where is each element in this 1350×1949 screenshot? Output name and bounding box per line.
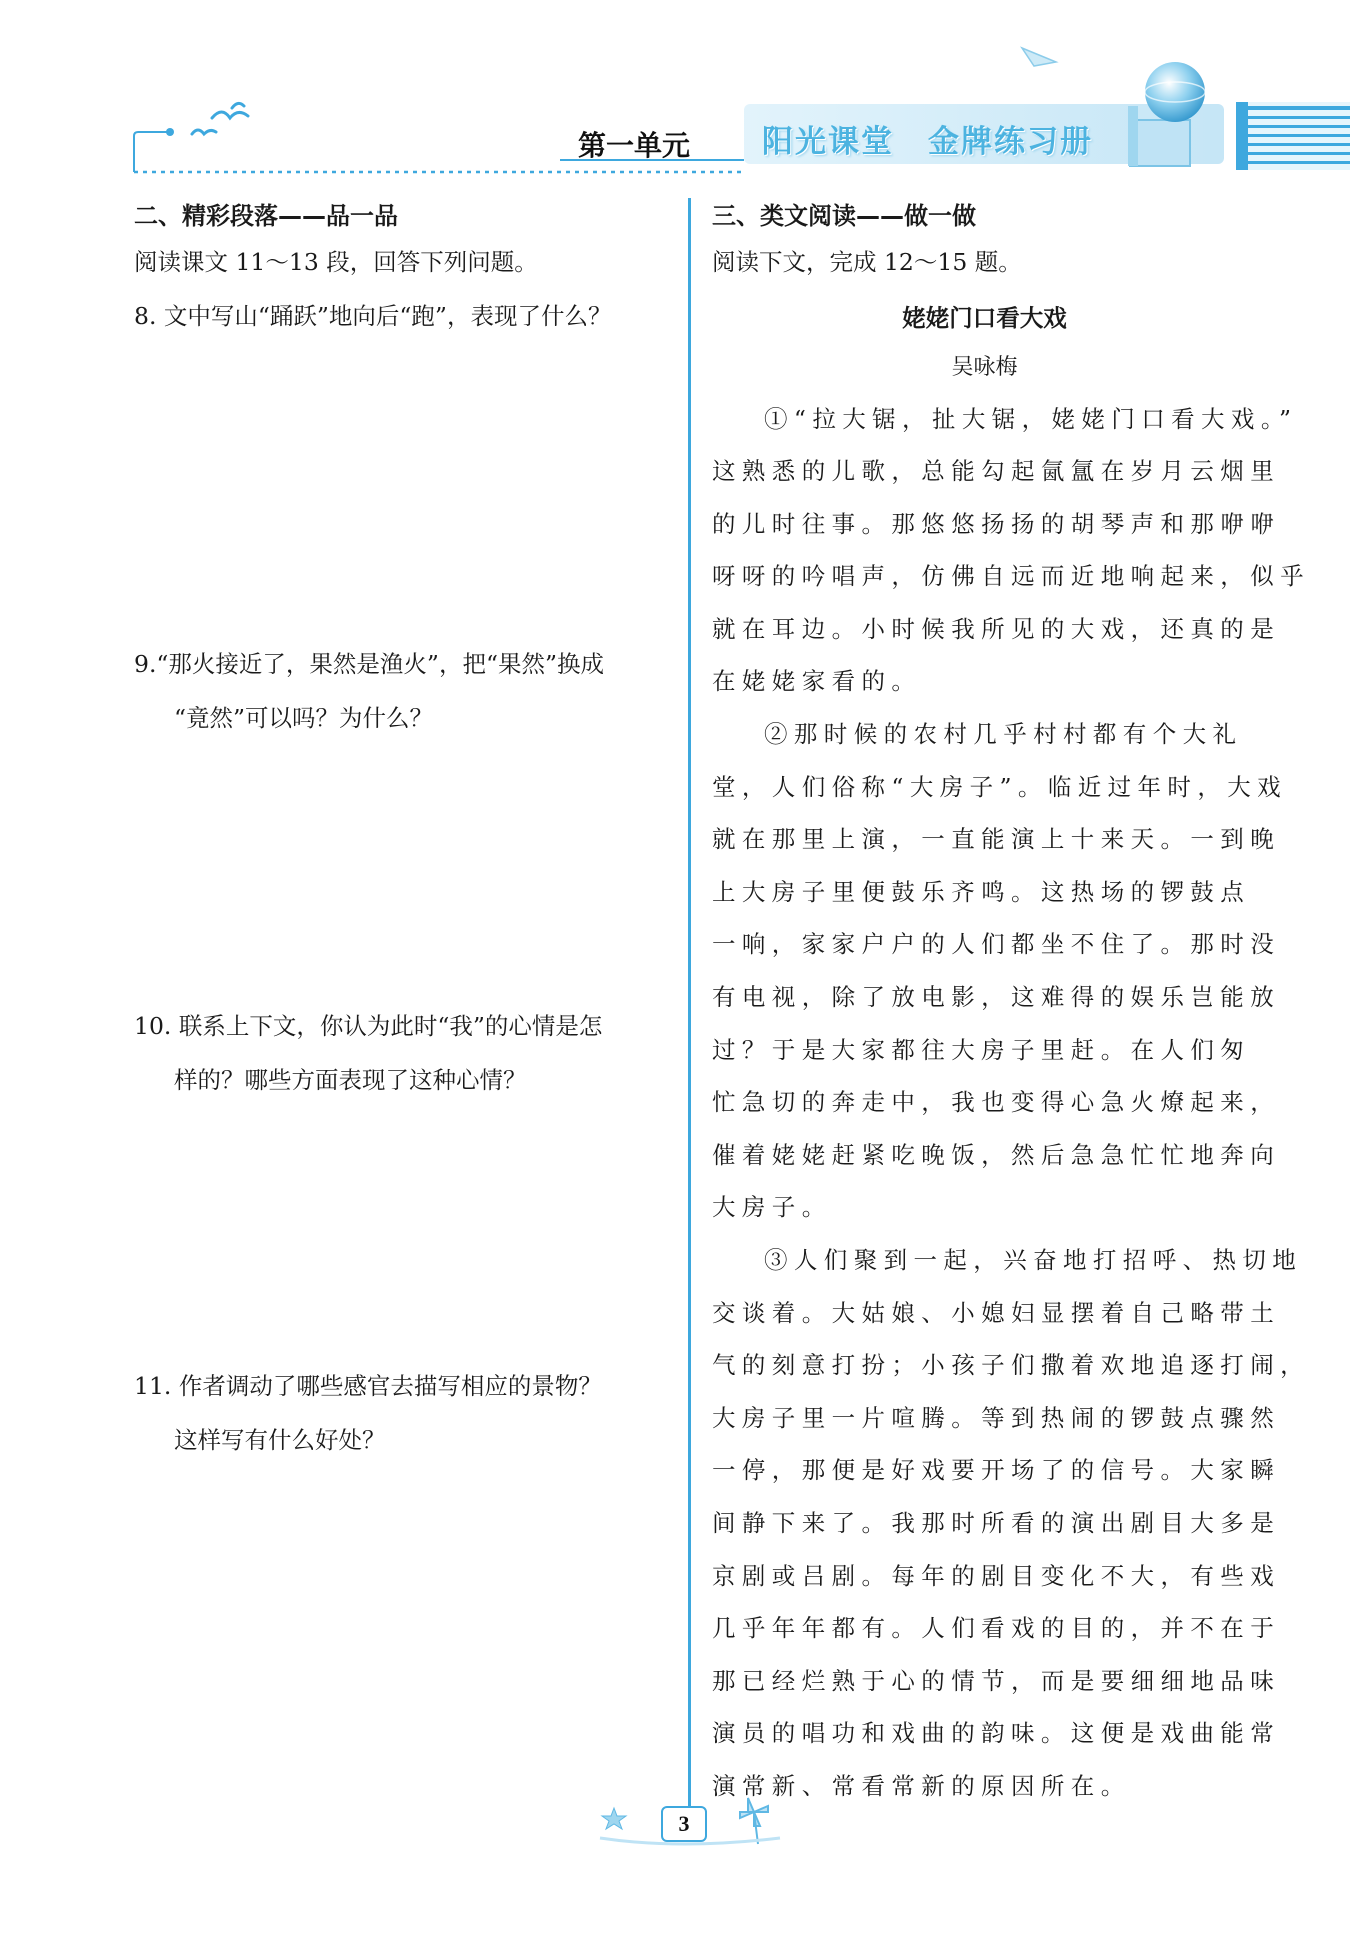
story-line: 大房子里一片喧腾。等到热闹的锣鼓点骤然 — [712, 1403, 1281, 1432]
header-frame-line — [134, 132, 170, 172]
story-line: 堂，人们俗称“大房子”。临近过年时，大戏 — [712, 772, 1288, 801]
story-line: 几乎年年都有。人们看戏的目的，并不在于 — [712, 1614, 1281, 1643]
brand-part-1: 阳光课堂 — [762, 124, 894, 160]
paper-plane-icon — [1022, 48, 1056, 66]
question-9-line-2: “竟然”可以吗？为什么？ — [174, 703, 434, 732]
question-8: 8. 文中写山“踊跃”地向后“跑”，表现了什么？ — [134, 301, 612, 330]
right-section-title: 三、类文阅读——做一做 — [712, 202, 976, 230]
story-line: 上大房子里便鼓乐齐鸣。这热场的锣鼓点 — [712, 877, 1251, 906]
answer-space-10 — [134, 1107, 679, 1359]
story-line: ③人们聚到一起，兴奋地打招呼、热切地 — [764, 1246, 1303, 1274]
page-number: 3 — [661, 1806, 707, 1842]
brand-part-2: 金牌练习册 — [928, 124, 1093, 160]
left-column — [134, 196, 679, 1467]
story-line: 交谈着。大姑娘、小媳妇显摆着自己略带土 — [712, 1298, 1281, 1327]
story-line: ②那时候的农村几乎村村都有个大礼 — [764, 720, 1243, 749]
pinwheel-icon — [740, 1798, 768, 1844]
story-line: 呀呀的吟唱声，仿佛自远而近地响起来，似乎 — [712, 562, 1310, 591]
story-line: 就在耳边。小时候我所见的大戏，还真的是 — [712, 614, 1281, 643]
left-instruction: 阅读课文 11～13 段，回答下列问题。 — [134, 248, 538, 276]
unit-label: 第一单元 — [578, 129, 691, 162]
question-10-line-1: 10. 联系上下文，你认为此时“我”的心情是怎 — [134, 1011, 603, 1040]
header-stripes-icon — [1236, 102, 1350, 170]
story-line: 忙急切的奔走中，我也变得心急火燎起来， — [712, 1088, 1281, 1117]
question-9-line-1: 9.“那火接近了，果然是渔火”，把“果然”换成 — [134, 649, 604, 678]
story-line: 在姥姥家看的。 — [712, 667, 922, 696]
story-line: 京剧或吕剧。每年的剧目变化不大，有些戏 — [712, 1561, 1281, 1590]
story-line: 演常新、常看常新的原因所在。 — [712, 1771, 1131, 1800]
story-line: 一停，那便是好戏要开场了的信号。大家瞬 — [712, 1456, 1281, 1485]
question-10-line-2: 样的？哪些方面表现了这种心情？ — [174, 1065, 527, 1094]
story-line: 有电视，除了放电影，这难得的娱乐岂能放 — [712, 983, 1281, 1012]
story-line: 间静下来了。我那时所看的演出剧目大多是 — [712, 1508, 1281, 1537]
story-line: 的儿时往事。那悠悠扬扬的胡琴声和那咿咿 — [712, 509, 1281, 538]
story-title: 姥姥门口看大戏 — [902, 303, 1067, 332]
seagull-icon — [192, 103, 248, 134]
story-line: 那已经烂熟于心的情节，而是要细细地品味 — [712, 1666, 1281, 1695]
starfish-icon — [602, 1808, 626, 1829]
right-instruction: 阅读下文，完成 12～15 题。 — [712, 248, 1022, 276]
story-line: 就在那里上演，一直能演上十来天。一到晚 — [712, 825, 1281, 854]
story-line: 这熟悉的儿歌，总能勾起氤氲在岁月云烟里 — [712, 457, 1281, 486]
story-line: 气的刻意打扮；小孩子们撒着欢地追逐打闹， — [712, 1351, 1310, 1380]
story-line: ①“拉大锯，扯大锯，姥姥门口看大戏。” — [764, 404, 1298, 433]
column-divider — [688, 198, 691, 1810]
question-11-line-1: 11. 作者调动了哪些感官去描写相应的景物？ — [134, 1371, 602, 1400]
story-line: 大房子。 — [712, 1193, 832, 1222]
brand-title — [762, 116, 1127, 161]
right-column — [712, 196, 1310, 1813]
question-11-line-2: 这样写有什么好处？ — [174, 1425, 386, 1454]
page-header — [0, 0, 1350, 190]
story-line: 过？于是大家都往大房子里赶。在人们匆 — [712, 1035, 1251, 1064]
story-author: 吴咏梅 — [951, 354, 1018, 380]
story-line: 演员的唱功和戏曲的韵味。这便是戏曲能常 — [712, 1719, 1281, 1748]
answer-space-8 — [134, 343, 679, 637]
story-line: 一响，家家户户的人们都坐不住了。那时没 — [712, 930, 1281, 959]
story-line: 催着姥姥赶紧吃晚饭，然后急急忙忙地奔向 — [712, 1140, 1281, 1169]
left-section-title: 二、精彩段落——品一品 — [134, 202, 398, 230]
answer-space-9 — [134, 745, 679, 999]
